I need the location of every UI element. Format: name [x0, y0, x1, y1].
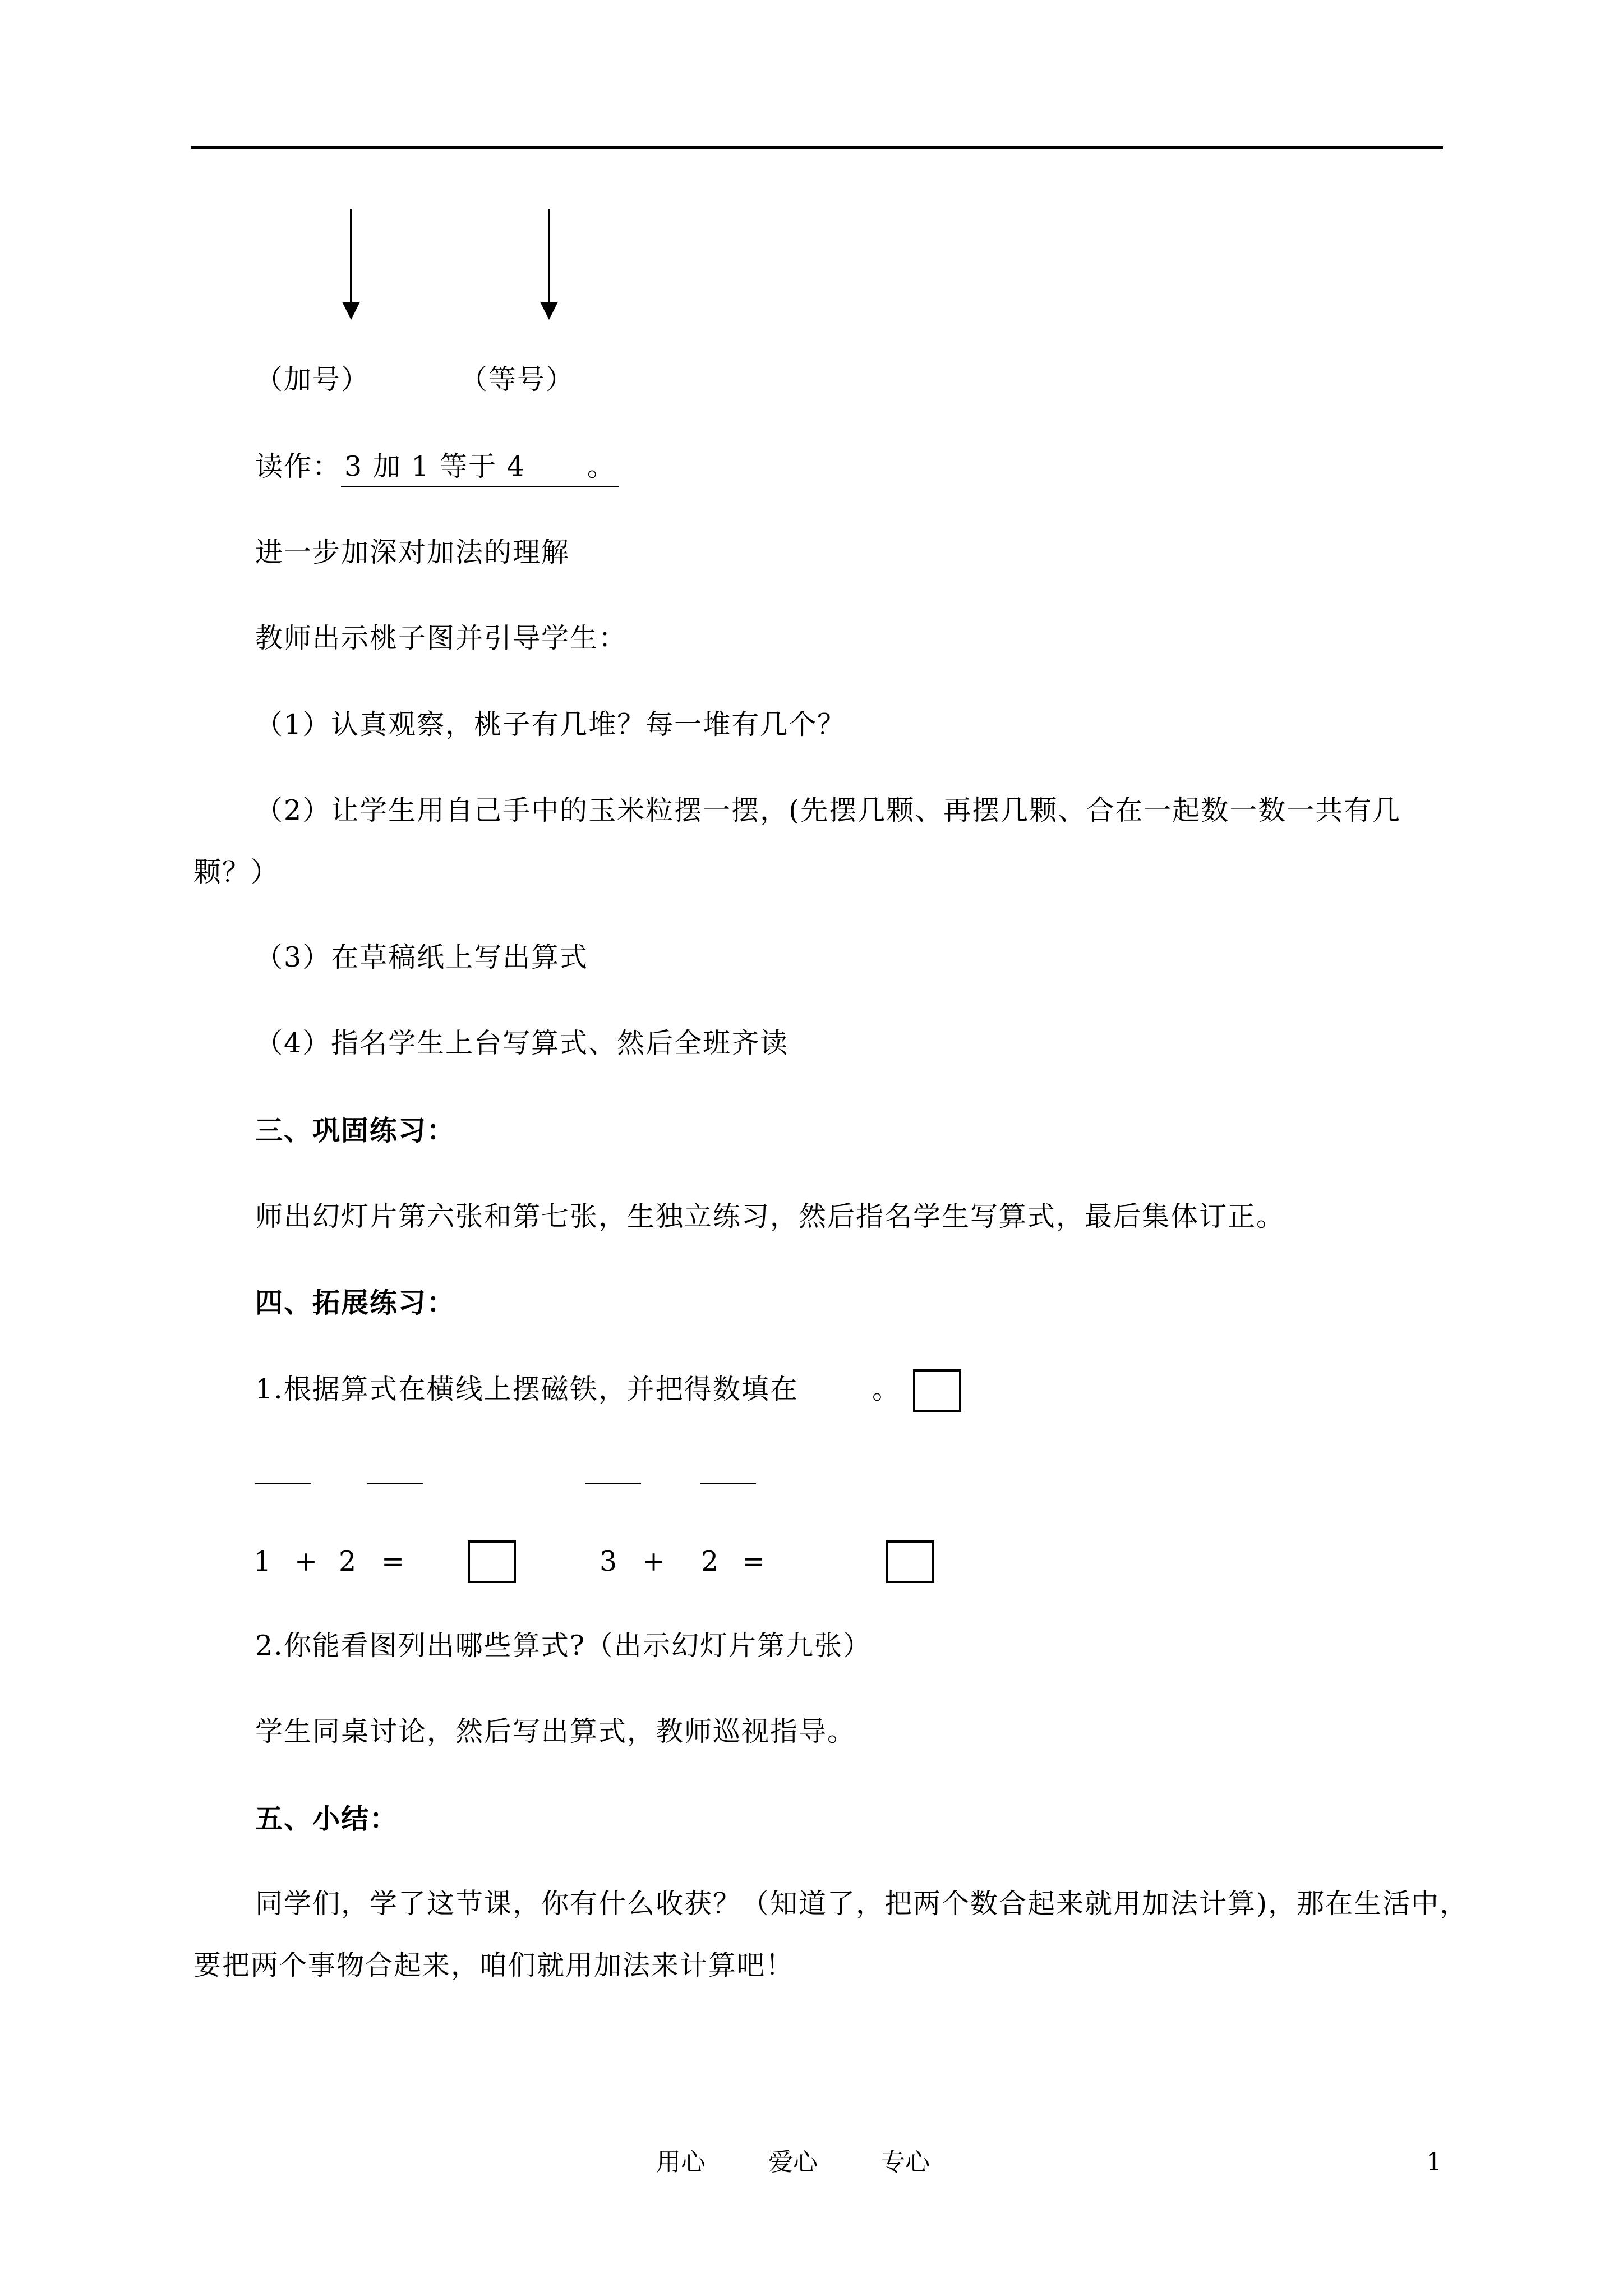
read-as-prefix: 读作： — [255, 450, 342, 482]
section-4-heading: 四、拓展练习： — [255, 1286, 456, 1319]
equal-sign-label: （等号） — [460, 364, 575, 395]
page-number: 1 — [1426, 2148, 1442, 2177]
equation-2-b: 2 — [701, 1545, 720, 1577]
equation-1-b: 2 — [339, 1545, 358, 1577]
section-4-item-1-end: 。 — [872, 1373, 901, 1405]
equation-2-a: 3 — [600, 1545, 619, 1577]
read-as-line — [255, 449, 619, 487]
footer-motto-1: 用心 — [656, 2148, 706, 2177]
step-4: （4）指名学生上台写算式、然后全班齐读 — [255, 1027, 789, 1059]
section-3-text: 师出幻灯片第六张和第七张，生独立练习，然后指名学生写算式，最后集体订正。 — [255, 1200, 1285, 1232]
section-4-item-2-text: 学生同桌讨论，然后写出算式，教师巡视指导。 — [255, 1715, 856, 1747]
magnet-blank-line[interactable] — [585, 1483, 641, 1484]
equation-2-answer-box[interactable] — [886, 1540, 934, 1583]
equation-1-eq: = — [381, 1545, 406, 1577]
section-5-heading: 五、小结： — [255, 1802, 399, 1835]
paragraph-teacher-shows: 教师出示桃子图并引导学生： — [255, 622, 628, 654]
paragraph-deepen: 进一步加深对加法的理解 — [255, 536, 570, 568]
plus-sign-label: （加号） — [255, 364, 370, 395]
footer-motto-2: 爱心 — [768, 2148, 818, 2177]
magnet-blank-line[interactable] — [700, 1483, 756, 1484]
answer-box[interactable] — [913, 1369, 961, 1412]
footer-motto-3: 专心 — [880, 2148, 930, 2177]
down-arrow-icon — [340, 209, 362, 321]
header-rule — [191, 146, 1443, 149]
section-4-item-2: 2.你能看图列出哪些算式?（出示幻灯片第九张） — [255, 1630, 872, 1662]
magnet-blank-line[interactable] — [367, 1483, 423, 1484]
step-3: （3）在草稿纸上写出算式 — [255, 941, 589, 973]
step-2-line-2: 颗？） — [193, 856, 280, 888]
step-2-line-1: （2）让学生用自己手中的玉米粒摆一摆，(先摆几颗、再摆几颗、合在一起数一数一共有几 — [255, 794, 1401, 826]
section-3-heading: 三、巩固练习： — [255, 1114, 456, 1147]
equation-1-a: 1 — [253, 1545, 273, 1577]
read-as-answer: 3 加 1 等于 4 。 — [341, 449, 619, 487]
step-1: （1）认真观察，桃子有几堆？每一堆有几个？ — [255, 708, 846, 740]
equation-2-eq: = — [742, 1545, 767, 1577]
section-4-item-1: 1.根据算式在横线上摆磁铁，并把得数填在 — [255, 1373, 799, 1405]
section-5-line-2: 要把两个事物合起来，咱们就用加法来计算吧！ — [193, 1949, 795, 1981]
equation-1-op: + — [294, 1545, 319, 1577]
equation-1-answer-box[interactable] — [468, 1540, 516, 1583]
equation-2-op: + — [642, 1545, 667, 1577]
down-arrow-icon — [538, 209, 560, 321]
magnet-blank-line[interactable] — [255, 1483, 311, 1484]
section-5-line-1: 同学们，学了这节课，你有什么收获？（知道了，把两个数合起来就用加法计算)，那在生活中， — [255, 1888, 1469, 1920]
